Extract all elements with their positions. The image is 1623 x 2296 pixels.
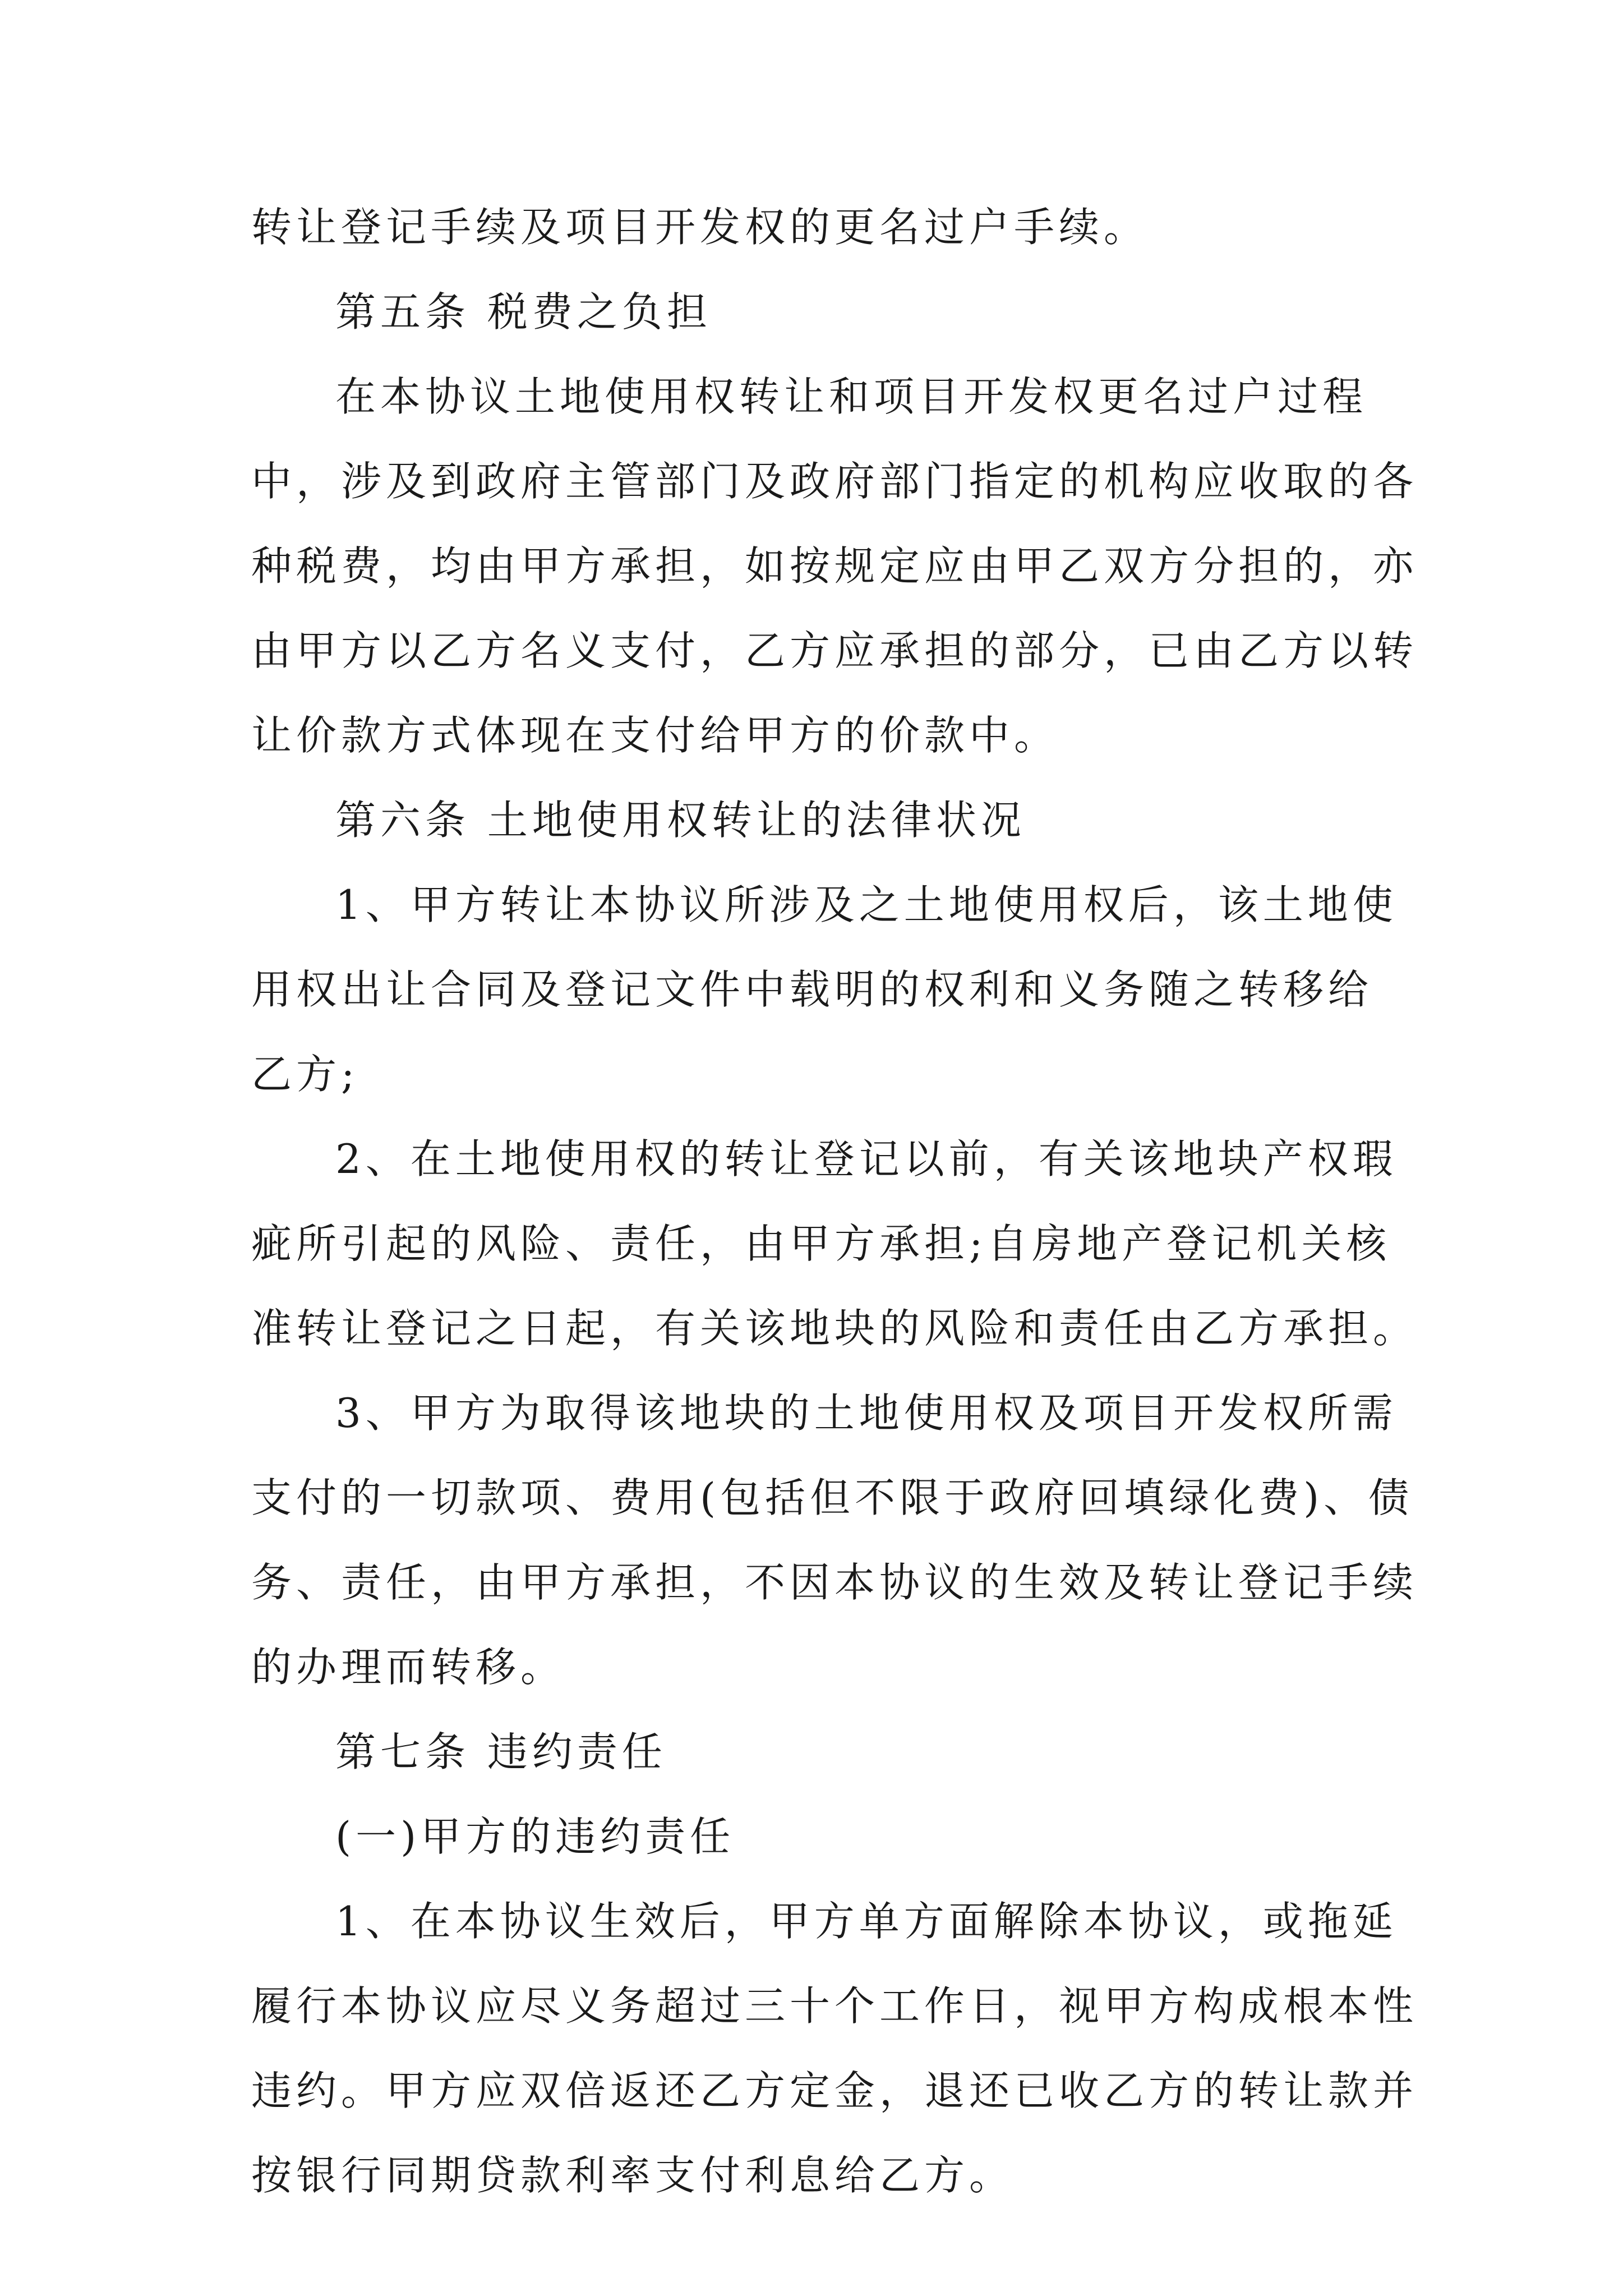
text-line: 务、责任，由甲方承担，不因本协议的生效及转让登记手续 xyxy=(251,1559,1418,1606)
section-heading-article-5: 第五条 税费之负担 xyxy=(335,288,712,335)
text-line: 由甲方以乙方名义支付，乙方应承担的部分，已由乙方以转 xyxy=(251,627,1418,674)
text-line: 中，涉及到政府主管部门及政府部门指定的机构应收取的各 xyxy=(251,458,1418,505)
text-line: 转让登记手续及项目开发权的更名过户手续。 xyxy=(251,204,1149,251)
text-line: 按银行同期贷款利率支付利息给乙方。 xyxy=(251,2152,1015,2199)
text-line: 支付的一切款项、费用(包括但不限于政府回填绿化费)、债 xyxy=(251,1474,1414,1521)
text-line: 乙方; xyxy=(251,1051,359,1098)
section-heading-article-6: 第六条 土地使用权转让的法律状况 xyxy=(335,797,1026,844)
text-line: 让价款方式体现在支付给甲方的价款中。 xyxy=(251,712,1059,759)
text-line: 1、在本协议生效后，甲方单方面解除本协议，或拖延 xyxy=(335,1898,1398,1945)
text-line: 准转让登记之日起，有关该地块的风险和责任由乙方承担。 xyxy=(251,1305,1418,1352)
text-line: 2、在土地使用权的转让登记以前，有关该地块产权瑕 xyxy=(335,1135,1398,1182)
text-line: 用权出让合同及登记文件中载明的权利和义务随之转移给 xyxy=(251,966,1373,1013)
text-line: 违约。甲方应双倍返还乙方定金，退还已收乙方的转让款并 xyxy=(251,2067,1418,2114)
text-line: 在本协议土地使用权转让和项目开发权更名过户过程 xyxy=(335,373,1368,420)
text-line: 的办理而转移。 xyxy=(251,1644,566,1691)
text-line: 1、甲方转让本协议所涉及之土地使用权后，该土地使 xyxy=(335,881,1398,928)
text-line: 疵所引起的风险、责任，由甲方承担;自房地产登记机关核 xyxy=(251,1220,1391,1267)
section-heading-article-7: 第七条 违约责任 xyxy=(335,1728,667,1775)
subsection-heading: (一)甲方的违约责任 xyxy=(335,1813,735,1860)
text-line: 履行本协议应尽义务超过三十个工作日，视甲方构成根本性 xyxy=(251,1982,1418,2030)
text-line: 3、甲方为取得该地块的土地使用权及项目开发权所需 xyxy=(335,1389,1398,1437)
text-line: 种税费，均由甲方承担，如按规定应由甲乙双方分担的，亦 xyxy=(251,542,1418,590)
